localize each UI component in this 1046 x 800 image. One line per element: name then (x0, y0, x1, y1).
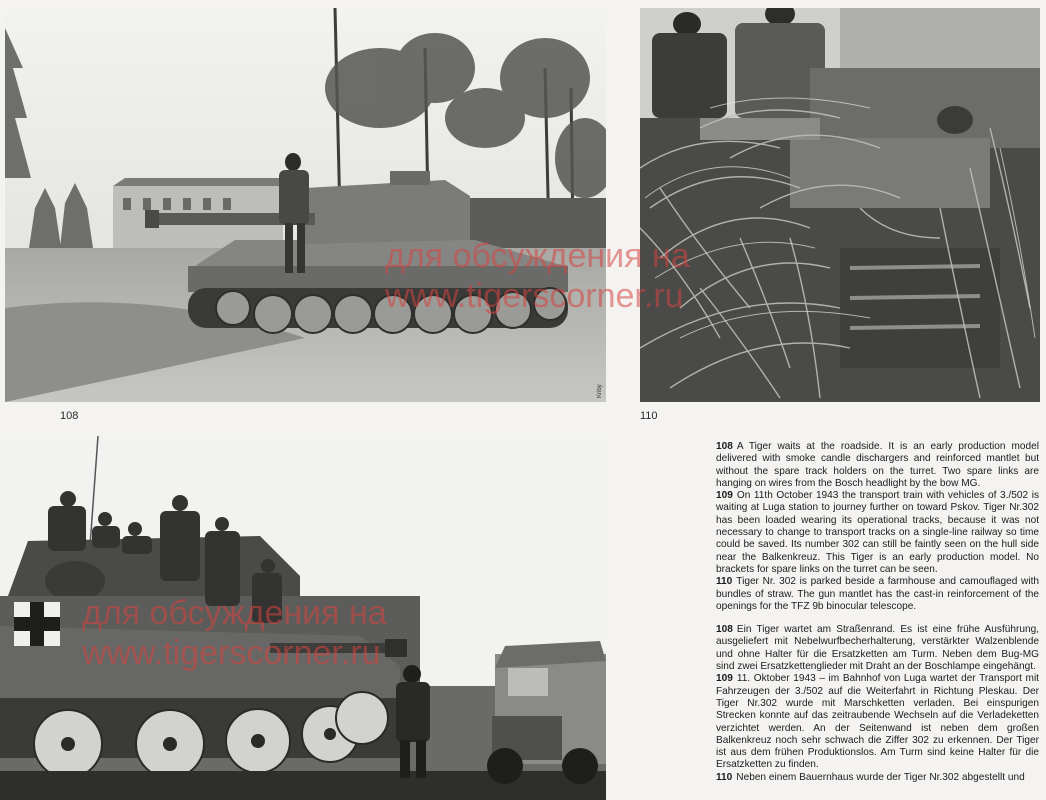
caption-de-109: 109 11. Oktober 1943 – im Bahnhof von Luga wartet der Transport mit Fahrzeugen der 3./502 auf die Weiterfahrt in Richtung Pleskau. Der Tiger Nr.302 wurde mit Marschketten verladen. Bei einspurigen Strecken konnte auf das zeitraubende Wechseln auf die Verladeketten verzichtet werden. An der Seitenwand ist neben dem großen Balkenkreuz noch sehr schwach die Ziffer 302 zu erkennen. Der Tiger ist aus dem frühen Produktionslos. Am Turm sind keine Halter für die Ersatzketten zu finden. (716, 673, 1039, 771)
caption-column (716, 441, 1039, 800)
page-number-right: 110 (640, 410, 658, 422)
caption-gap (716, 613, 1039, 624)
photo-109-tiger-on-train (0, 436, 606, 800)
photo-110-camouflaged-tiger (640, 8, 1040, 402)
balkenkreuz-icon (14, 602, 60, 646)
photo-108-image (5, 8, 606, 402)
caption-en-108: 108 A Tiger waits at the roadside. It is an early production model delivered with smoke candle dischargers and reinforced mantlet but without the spare track holders on the turret. Two spare links are hanging on wires from the Bosch headlight by the bow MG. (716, 441, 1039, 489)
photo-109-image (0, 436, 606, 800)
photo-108-credit: Kriby (597, 384, 603, 398)
watermark-line-1: для обсуждения на (82, 594, 387, 632)
watermark-line-2: www.tigerscorner.ru (385, 277, 684, 315)
page-number-left: 108 (60, 410, 79, 422)
caption-en-110: 110 Tiger Nr. 302 is parked beside a farmhouse and camouflaged with bundles of straw. The gun mantlet has the cast-in reinforcement of the openings for the TFZ 9b binocular telescope. (716, 576, 1039, 612)
caption-en-109: 109 On 11th October 1943 the transport train with vehicles of 3./502 is waiting at Luga station to journey further on toward Pskov. Tiger Nr.302 has been loaded wearing its operational tracks, because it was not necessary to change to transport tracks on a single-line railway so time could be saved. Its number 302 can still be faintly seen on the hull side near the Balkenkreuz. This Tiger is an early production model. No brackets for spare links on the turret can be seen. (716, 490, 1039, 575)
watermark-line-2: www.tigerscorner.ru (82, 634, 381, 672)
caption-de-108: 108 Ein Tiger wartet am Straßenrand. Es ist eine frühe Ausführung, ausgeliefert mit Nebelwurfbecherhalterung, verstärkter Walzenblende und ohne Halter für die Ersatzketten am Turm. Neben dem Bug-MG sind zwei Ersatzkettenglieder mit Draht an der Boschlampe eingehängt. (716, 624, 1039, 673)
caption-de-110: 110 Neben einem Bauernhaus wurde der Tiger Nr.302 abgestellt und (716, 771, 1025, 783)
photo-108-tiger-roadside (5, 8, 606, 402)
photo-110-image (640, 8, 1040, 402)
watermark-line-1: для обсуждения на (385, 237, 690, 275)
